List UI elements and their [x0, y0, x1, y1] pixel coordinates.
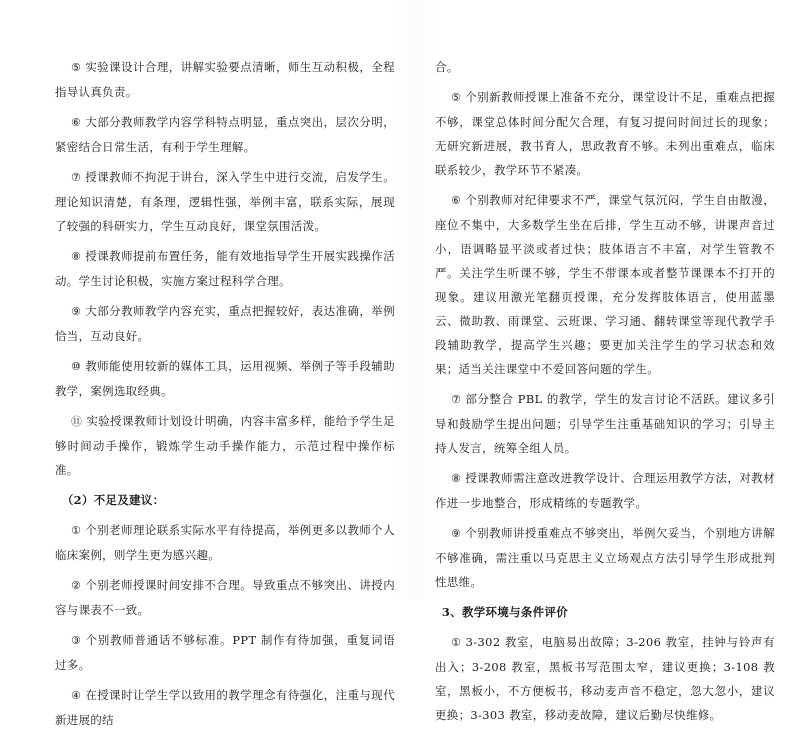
- numbered-paragraph: [55, 354, 395, 403]
- numbered-paragraph: [435, 387, 775, 460]
- heading-text: （2）不足及建议：: [61, 493, 165, 507]
- section-heading: [435, 600, 775, 624]
- heading-text: 3、教学环境与条件评价: [441, 605, 569, 619]
- paragraph-number: ⑦: [450, 393, 462, 406]
- paragraph-text: 合。: [435, 60, 459, 74]
- numbered-paragraph: [55, 55, 395, 104]
- section-heading: [55, 488, 395, 512]
- numbered-paragraph: [55, 573, 395, 622]
- paragraph-text: 授课教师需注意改进教学设计、合理运用教学方法，对教材作进一步地整合，形成精练的专题教学。: [435, 471, 775, 510]
- paragraph-text: 授课教师提前布置任务，能有效地指导学生开展实践操作活动。学生讨论积极，实施方案过程科学合理。: [55, 249, 395, 288]
- paragraph-number: ⑤: [70, 61, 82, 74]
- numbered-paragraph: [55, 165, 395, 238]
- numbered-paragraph: [55, 518, 395, 567]
- right-page: [435, 55, 775, 733]
- paragraph-text: 大部分教师教学内容充实，重点把握较好，表达准确，举例恰当，互动良好。: [55, 304, 395, 343]
- paragraph-number: ⑦: [70, 171, 82, 184]
- paragraph-continuation: [435, 55, 775, 79]
- paragraph-number: ⑤: [450, 91, 462, 104]
- paragraph-number: ⑧: [450, 472, 462, 485]
- numbered-paragraph: [55, 628, 395, 677]
- paragraph-text: 在授课时让学生学以致用的教学理念有待强化，注重与现代新进展的结: [55, 688, 395, 727]
- numbered-paragraph: [435, 466, 775, 515]
- paragraph-text: 实验课设计合理，讲解实验要点清晰，师生互动积极，全程指导认真负责。: [55, 60, 395, 99]
- paragraph-number: ①: [450, 636, 462, 649]
- left-page: [55, 55, 395, 738]
- paragraph-number: ③: [70, 634, 82, 647]
- paragraph-text: 个别教师讲授重难点不够突出，举例欠妥当，个别地方讲解不够准确，需注重以马克思主义立场观点方法引导学生形成批判性思维。: [435, 526, 775, 589]
- paragraph-number: ⑧: [70, 250, 82, 263]
- numbered-paragraph: [435, 188, 775, 381]
- paragraph-number: ④: [70, 689, 82, 702]
- paragraph-text: 个别老师理论联系实际水平有待提高，举例更多以教师个人临床案例，则学生更为感兴趣。: [55, 523, 395, 562]
- paragraph-text: 3-302 教室，电脑易出故障；3-206 教室，挂钟与铃声有出入；3-208 教室，黑板书写范围太窄，建议更换；3-108 教室，黑板小，不方便板书，移动麦声音不稳定，忽大忽小，建议更换；3-303 教室，移动麦故障，建议后勤尽快维修。: [435, 635, 775, 722]
- paragraph-text: 大部分教师教学内容学科特点明显，重点突出，层次分明，紧密结合日常生活，有利于学生理解。: [55, 115, 395, 154]
- paragraph-number: ⑥: [450, 194, 462, 207]
- paragraph-text: 部分整合 PBL 的教学，学生的发言讨论不活跃。建议多引导和鼓励学生提出问题；引导学生注重基础知识的学习；引导主持人发言，统筹全组人员。: [435, 392, 775, 455]
- paragraph-number: ⑪: [70, 415, 83, 428]
- numbered-paragraph: [55, 244, 395, 293]
- numbered-paragraph: [55, 409, 395, 482]
- paragraph-number: ⑨: [450, 527, 462, 540]
- numbered-paragraph: [55, 110, 395, 159]
- numbered-paragraph: [435, 85, 775, 182]
- paragraph-text: 教师能使用较新的媒体工具，运用视频、举例子等手段辅助教学，案例选取经典。: [55, 359, 395, 398]
- paragraph-text: 个别教师对纪律要求不严，课堂气氛沉闷，学生自由散漫，座位不集中，大多数学生坐在后排，学生互动不够，讲课声音过小，语调略显平淡或者过快；肢体语言不丰富，对学生管教不严。关注学生听课不够，学生不带课本或者整节课课本不打开的现象。建议用激光笔翻页授课，充分发挥肢体语言，使用蓝墨云、微助教、雨课堂、云班课、学习通、翻转课堂等现代教学手段辅助教学，提高学生兴趣；要更加关注学生的学习状态和效果；适当关注课堂中不爱回答问题的学生。: [435, 193, 775, 376]
- numbered-paragraph: [435, 630, 775, 727]
- paragraph-number: ⑩: [70, 360, 82, 373]
- numbered-paragraph: [55, 683, 395, 732]
- paragraph-number: ⑥: [70, 116, 82, 129]
- numbered-paragraph: [435, 521, 775, 594]
- paragraph-text: 个别教师普通话不够标准。PPT 制作有待加强，重复词语过多。: [55, 633, 395, 672]
- paragraph-text: 实验授课教师计划设计明确，内容丰富多样，能给予学生足够时间动手操作，锻炼学生动手操作能力，示范过程中操作标准。: [55, 414, 395, 477]
- page-gutter: [395, 0, 435, 600]
- paragraph-number: ①: [70, 524, 82, 537]
- numbered-paragraph: [55, 299, 395, 348]
- paragraph-number: ⑨: [70, 305, 82, 318]
- paragraph-text: 个别老师授课时间安排不合理。导致重点不够突出、讲授内容与课表不一致。: [55, 578, 395, 617]
- paragraph-text: 授课教师不拘泥于讲台，深入学生中进行交流，启发学生。理论知识清楚，有条理，逻辑性强，举例丰富，联系实际，展现了较强的科研实力，学生互动良好，课堂氛围活泼。: [55, 170, 395, 233]
- paragraph-number: ②: [70, 579, 82, 592]
- paragraph-text: 个别新教师授课上准备不充分，课堂设计不足，重难点把握不够，课堂总体时间分配欠合理，有复习提问时间过长的现象；无研究新进展，教书育人，思政教育不够。未列出重难点，临床联系较少，教学环节不紧凑。: [435, 90, 775, 177]
